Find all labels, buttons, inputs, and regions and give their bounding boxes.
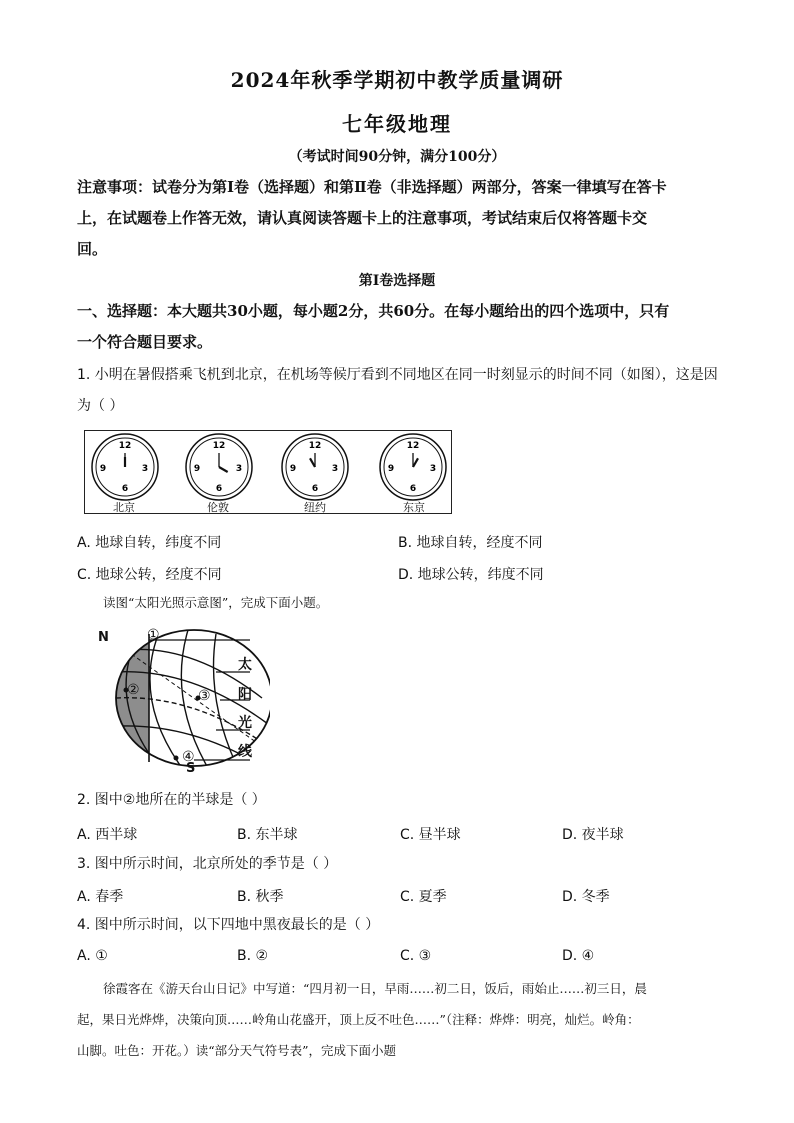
clock-hour-hand: [310, 458, 315, 467]
q1-stem-line-1: 1. 小明在暑假搭乘飞机到北京，在机场等候厅看到不同地区在同一时刻显示的时间不同（如图），这是因: [77, 367, 718, 383]
q1-stem-line-2: 为（ ）: [77, 398, 124, 414]
q2-option-b[interactable]: B. 东半球: [237, 827, 298, 843]
passage-line-2: 起，果日光烨烨，决策向顶……岭角山花盛开，顶上反不吐色……”（注释：烨烨：明亮，灿烂。岭角：: [77, 1012, 640, 1027]
sunlight-char-3: 光: [238, 715, 252, 731]
q2-option-c[interactable]: C. 昼半球: [400, 827, 461, 843]
notice-line-2: 上，在试题卷上作答无效，请认真阅读答题卡上的注意事项，考试结束后仅将答题卡交: [77, 209, 648, 227]
clock-numeral: 3: [235, 464, 243, 474]
q4-option-b[interactable]: B. ②: [237, 948, 269, 964]
section-title: 第Ⅰ卷选择题: [358, 273, 436, 289]
clock-numeral: 12: [212, 441, 226, 451]
clock-numeral: 12: [118, 441, 132, 451]
q3-option-b[interactable]: B. 秋季: [237, 889, 284, 905]
clock-numeral: 9: [99, 464, 107, 474]
section-instruction-2: 一个符合题目要求。: [77, 333, 213, 351]
clock-numeral: 9: [387, 464, 395, 474]
section-instruction-1: 一、选择题：本大题共30小题，每小题2分，共60分。在每小题给出的四个选项中，只有: [77, 302, 670, 320]
q3-option-c[interactable]: C. 夏季: [400, 889, 447, 905]
clock-numeral: 12: [308, 441, 322, 451]
q1-option-d[interactable]: D. 地球公转，纬度不同: [398, 567, 544, 583]
sunlight-char-2: 阳: [238, 687, 252, 703]
diagram-intro: 读图“太阳光照示意图”，完成下面小题。: [103, 595, 329, 610]
sunlight-char-4: 线: [238, 744, 252, 760]
subject-title: 七年级地理: [342, 112, 452, 136]
clock-numeral: 9: [289, 464, 297, 474]
q1-option-c[interactable]: C. 地球公转，经度不同: [77, 567, 222, 583]
q1-option-a[interactable]: A. 地球自转，纬度不同: [77, 535, 222, 551]
exam-info: （考试时间90分钟，满分100分）: [288, 149, 506, 165]
point-3-label: ③: [198, 688, 211, 704]
clock-numeral: 3: [141, 464, 149, 474]
q3-option-a[interactable]: A. 春季: [77, 889, 124, 905]
q3-option-d[interactable]: D. 冬季: [562, 889, 610, 905]
q2-option-a[interactable]: A. 西半球: [77, 827, 138, 843]
q3-stem: 3. 图中所示时间，北京所处的季节是（ ）: [77, 856, 338, 872]
clock-3: [282, 434, 348, 500]
clock-label-newyork: 纽约: [304, 501, 326, 514]
clock-numeral: 6: [409, 484, 417, 494]
north-pole-label: N: [98, 630, 109, 645]
q2-option-d[interactable]: D. 夜半球: [562, 827, 624, 843]
clock-numeral: 3: [429, 464, 437, 474]
clock-numeral: 9: [193, 464, 201, 474]
point-1-label: ①: [147, 627, 160, 643]
clock-hour-hand: [219, 467, 228, 472]
notice-line-1: 注意事项：试卷分为第Ⅰ卷（选择题）和第Ⅱ卷（非选择题）两部分，答案一律填写在答卡: [77, 178, 667, 196]
q4-option-c[interactable]: C. ③: [400, 948, 432, 964]
clock-numeral: 6: [121, 484, 129, 494]
q4-option-a[interactable]: A. ①: [77, 948, 108, 964]
south-pole-label: S: [186, 761, 196, 776]
clock-numeral: 3: [331, 464, 339, 474]
passage-line-1: 徐霞客在《游天台山日记》中写道：“四月初一日，早雨……初二日，饭后，雨始止……初三日，晨: [103, 981, 647, 996]
q4-stem: 4. 图中所示时间，以下四地中黑夜最长的是（ ）: [77, 917, 380, 933]
q2-stem: 2. 图中②地所在的半球是（ ）: [77, 792, 266, 808]
clock-2: [186, 434, 252, 500]
passage-line-3: 山脚。吐色：开花。）读“部分天气符号表”，完成下面小题: [77, 1043, 397, 1058]
clock-hour-hand: [413, 458, 418, 467]
notice-line-3: 回。: [77, 240, 108, 258]
q4-option-d[interactable]: D. ④: [562, 948, 595, 964]
point-2-label: ②: [127, 682, 140, 698]
point-4-label: ④: [182, 749, 195, 765]
clock-1: [92, 434, 158, 500]
sunlight-char-1: 太: [238, 657, 252, 673]
exam-title: 2024年秋季学期初中教学质量调研: [230, 68, 564, 92]
clock-label-london: 伦敦: [207, 501, 229, 514]
clock-label-tokyo: 东京: [403, 501, 425, 514]
q1-option-b[interactable]: B. 地球自转，经度不同: [398, 535, 543, 551]
clock-4: [380, 434, 446, 500]
clock-numeral: 6: [215, 484, 223, 494]
clock-numeral: 12: [406, 441, 420, 451]
clock-label-beijing: 北京: [113, 501, 135, 514]
clock-numeral: 6: [311, 484, 319, 494]
